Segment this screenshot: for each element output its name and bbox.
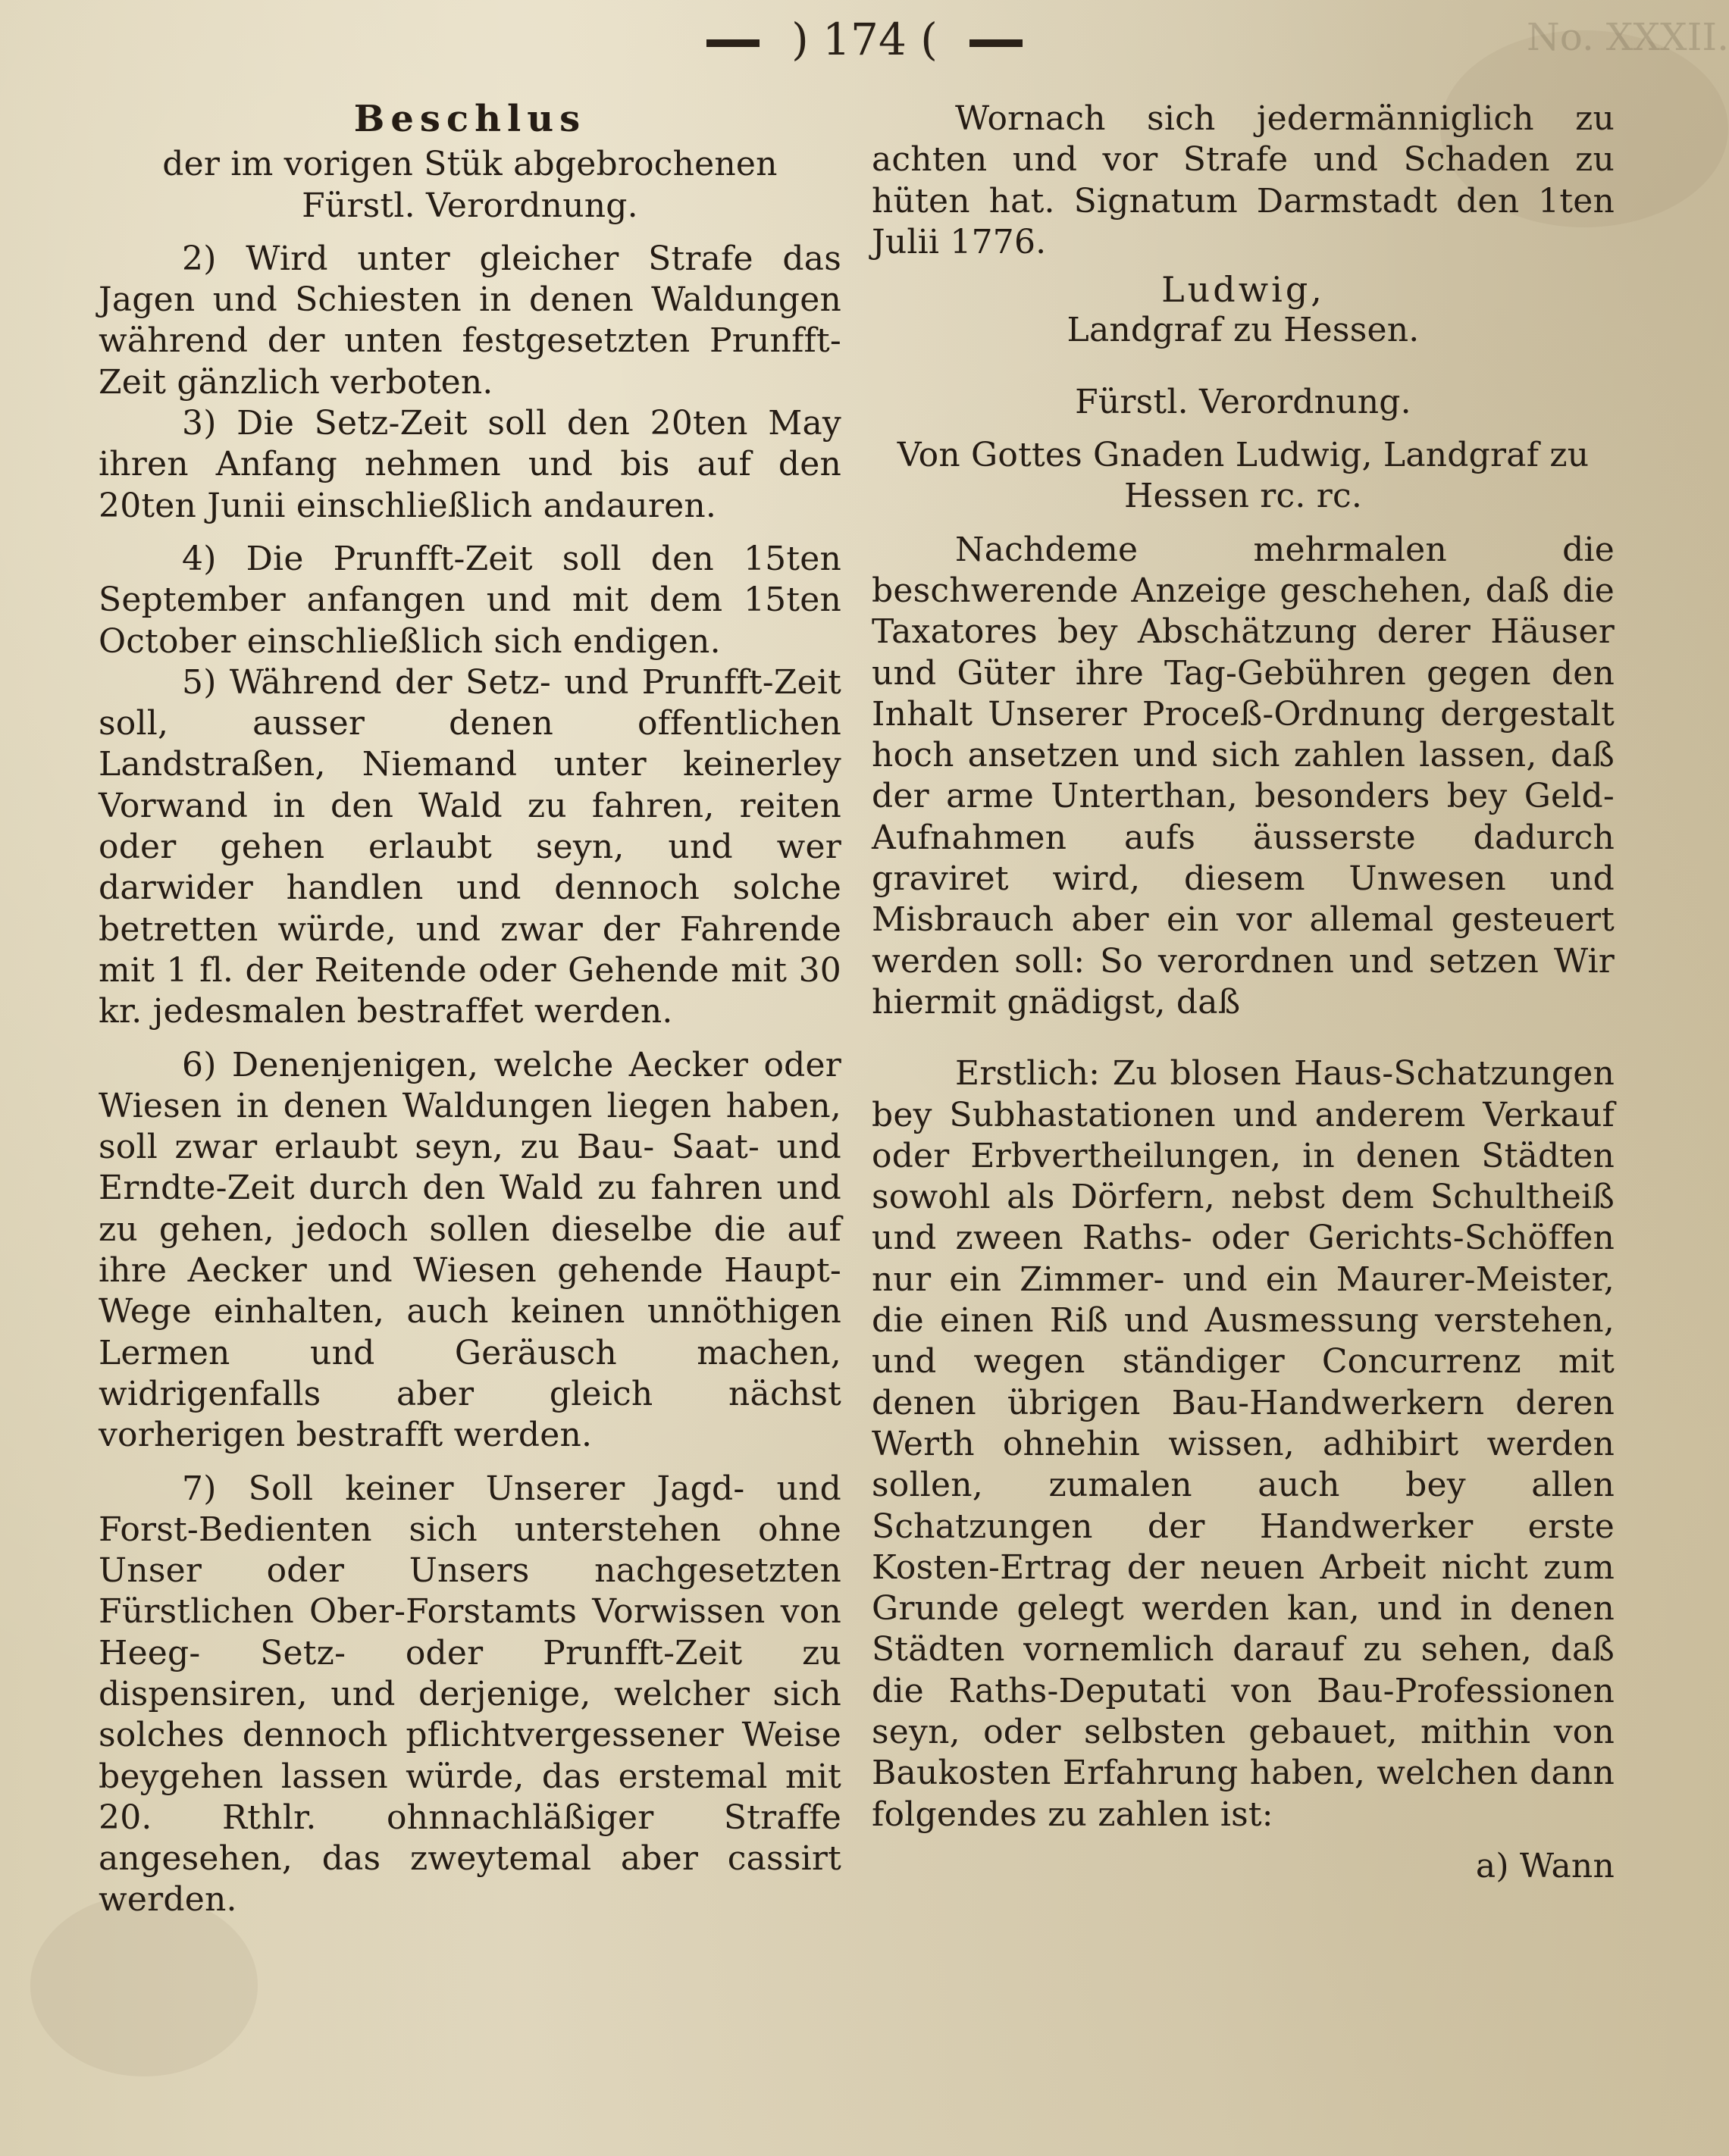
- header-bracket-right: (: [920, 14, 938, 65]
- header-bleed-through: No. XXXII.: [1527, 15, 1729, 59]
- paragraph-item-5: 5) Während der Setz- und Prunfft-Zeit soll, ausser denen offentlichen Landstraßen, Niemand unter keinerley Vorwand in den Wald zu fahren, reiten oder gehen erlaubt seyn, und wer darwider handlen und dennoch solche betretten würde, und zwar der Fahrende mit 1 fl. der Reitende oder Gehende mit 30 kr. jedesmalen bestraffet werden.: [99, 662, 841, 1031]
- decree-title-right: Fürstl. Verordnung.: [1075, 382, 1411, 421]
- paragraph-item-3: 3) Die Setz-Zeit soll den 20ten May ihren Anfang nehmen und bis auf den 20ten Junii einschließlich andauren.: [99, 404, 841, 525]
- header-bracket-left: ): [791, 14, 809, 65]
- closing-text: Wornach sich jedermänniglich zu achten und vor Strafe und Schaden zu hüten hat. Signatum Darmstadt den 1ten Julii 1776.: [872, 99, 1615, 261]
- left-column: [99, 99, 841, 1921]
- section-subheading: der im vorigen Stük abgebrochenen: [162, 145, 778, 184]
- decree-title: Fürstl. Verordnung.: [302, 186, 638, 225]
- header-rule-left: [706, 39, 760, 47]
- paragraph-item-2: 2) Wird unter gleicher Strafe das Jagen und Schiesten in denen Waldungen während der unten festgesetzten Prunfft-Zeit gänzlich verboten.: [99, 239, 841, 402]
- page-header: [0, 14, 1729, 74]
- paragraph-item-7: 7) Soll keiner Unserer Jagd- und Forst-Bedienten sich unterstehen ohne Unser oder Unsers nachgesetzten Fürstlichen Ober-Forstamts Vorwissen von Heeg- Setz- oder Prunfft-Zeit zu dispensiren, und derjenige, welcher sich solches dennoch pflichtvergessener Weise beygehen lassen würde, das erstemal mit 20. Rthlr. ohnnachläßiger Straffe angesehen, das zweytemal aber cassirt werden.: [99, 1469, 841, 1920]
- paper-stain: [30, 1895, 258, 2076]
- signer-name: Ludwig,: [1161, 269, 1325, 311]
- catchword: a) Wann: [1475, 1846, 1615, 1885]
- page-number: 174: [822, 14, 907, 65]
- section-heading: Beschlus: [353, 98, 587, 140]
- signer-title: Landgraf zu Hessen.: [1067, 311, 1420, 350]
- paragraph-item-4: 4) Die Prunfft-Zeit soll den 15ten September anfangen und mit dem 15ten October einschließlich sich endigen.: [99, 539, 841, 661]
- invocation: Von Gottes Gnaden Ludwig, Landgraf zu Hessen rc. rc.: [897, 436, 1590, 516]
- paragraph-item-6: 6) Denenjenigen, welche Aecker oder Wiesen in denen Waldungen liegen haben, soll zwar erlaubt seyn, zu Bau- Saat- und Erndte-Zeit durch den Wald zu fahren und zu gehen, jedoch sollen dieselbe die auf ihre Aecker und Wiesen gehende Haupt-Wege einhalten, auch keinen unnöthigen Lermen und Geräusch machen, widrigenfalls aber gleich nächst vorherigen bestrafft werden.: [99, 1045, 841, 1455]
- preamble-paragraph: Nachdeme mehrmalen die beschwerende Anzeige geschehen, daß die Taxatores bey Abschätzung derer Häuser und Güter ihre Tag-Gebühren gegen den Inhalt Unserer Proceß-Ordnung dergestalt hoch ansetzen und sich zahlen lassen, daß der arme Unterthan, besonders bey Geld-Aufnahmen aufs äusserste dadurch graviret wird, diesem Unwesen und Misbrauch aber ein vor allemal gesteuert werden soll: So verordnen und setzen Wir hiermit gnädigst, daß: [872, 530, 1615, 1022]
- header-rule-right: [969, 39, 1023, 47]
- first-article-paragraph: Erstlich: Zu blosen Haus-Schatzungen bey Subhastationen und anderem Verkauf oder Erbvertheilungen, in denen Städten sowohl als Dörfern, nebst dem Schultheiß und zween Raths- oder Gerichts-Schöffen nur ein Zimmer- und ein Maurer-Meister, die einen Riß und Ausmessung verstehen, und wegen ständiger Concurrenz mit denen übrigen Bau-Handwerkern deren Werth ohnehin wissen, adhibirt werden sollen, zumalen auch bey allen Schatzungen der Handwerker erste Kosten-Ertrag der neuen Arbeit nicht zum Grunde gelegt werden kan, und in denen Städten vornemlich darauf zu sehen, daß die Raths-Deputati von Bau-Professionen seyn, oder selbsten gebauet, mithin von Baukosten Erfahrung haben, welchen dann folgendes zu zahlen ist:: [872, 1054, 1615, 1834]
- right-column: [872, 99, 1615, 1887]
